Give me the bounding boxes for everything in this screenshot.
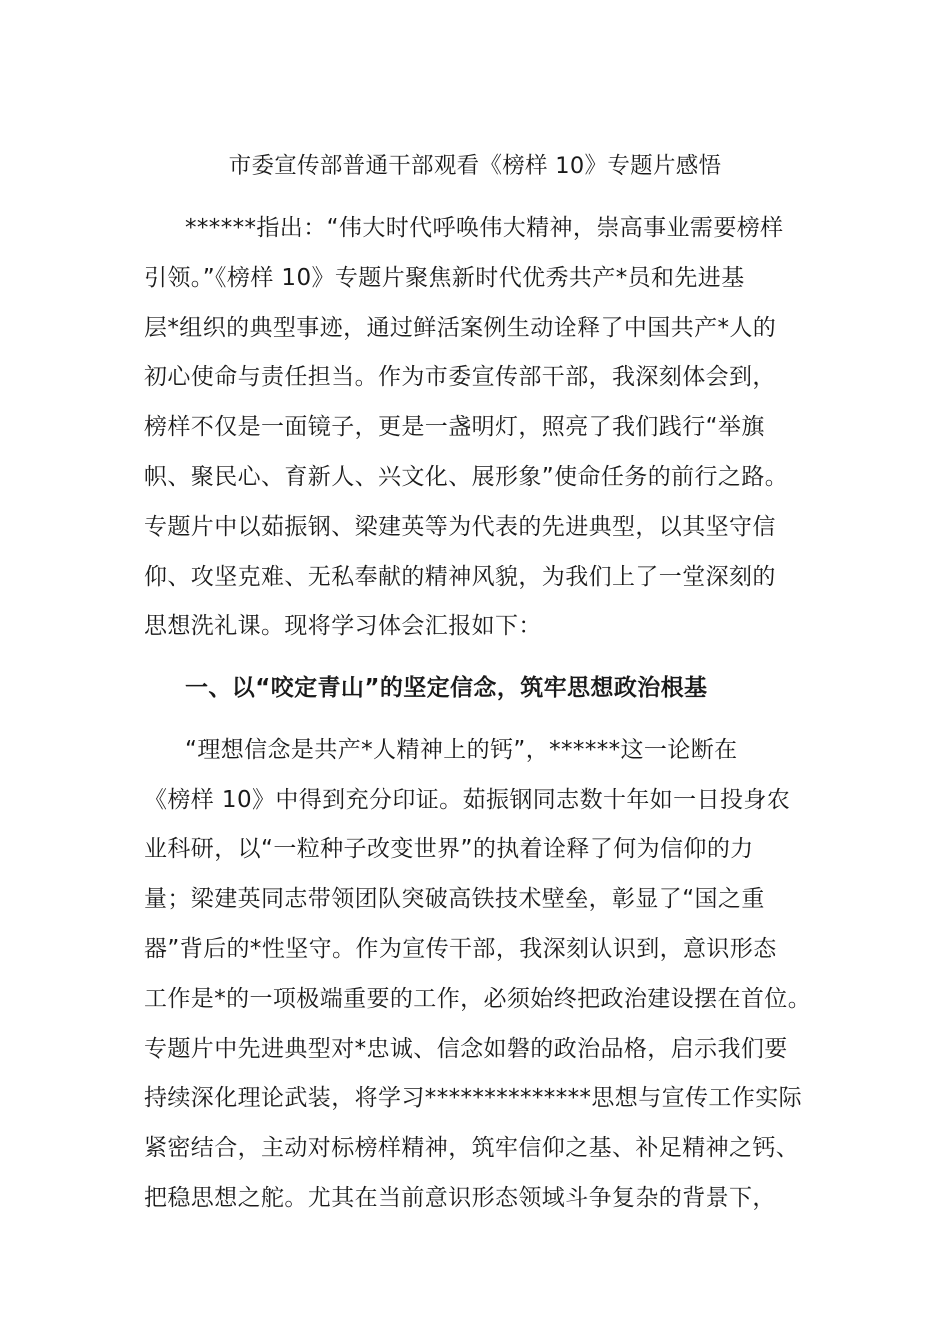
paragraph-line: 紧密结合，主动对标榜样精神，筑牢信仰之基、补足精神之钙、 — [144, 1135, 800, 1161]
paragraph-line: 把稳思想之舵。尤其在当前意识形态领域斗争复杂的背景下， — [144, 1185, 776, 1211]
paragraph-line: 榜样不仅是一面镜子，更是一盏明灯，照亮了我们践行“举旗 — [144, 414, 765, 440]
section-heading: 一、以“咬定青山”的坚定信念，筑牢思想政治根基 — [185, 675, 708, 701]
paragraph-line: 器”背后的*性坚守。作为宣传干部，我深刻认识到，意识形态 — [144, 936, 777, 962]
paragraph-line: 引领。”《榜样 10》专题片聚焦新时代优秀共产*员和先进基 — [144, 265, 745, 291]
paragraph-line: 专题片中先进典型对*忠诚、信念如磐的政治品格，启示我们要 — [144, 1036, 788, 1062]
paragraph-line: 仰、攻坚克难、无私奉献的精神风貌，为我们上了一堂深刻的 — [144, 564, 776, 590]
paragraph-line: 帜、聚民心、育新人、兴文化、展形象”使命任务的前行之路。 — [144, 464, 789, 490]
paragraph-line: 层*组织的典型事迹，通过鲜活案例生动诠释了中国共产*人的 — [144, 315, 777, 341]
paragraph-line: ******指出：“伟大时代呼唤伟大精神，崇高事业需要榜样 — [185, 215, 784, 241]
paragraph-line: 工作是*的一项极端重要的工作，必须始终把政治建设摆在首位。 — [144, 986, 812, 1012]
paragraph-line: 量；梁建英同志带领团队突破高铁技术壁垒，彰显了“国之重 — [144, 886, 765, 912]
paragraph-line: 专题片中以茹振钢、梁建英等为代表的先进典型，以其坚守信 — [144, 514, 776, 540]
paragraph-line: 业科研，以“一粒种子改变世界”的执着诠释了何为信仰的力 — [144, 836, 754, 862]
paragraph-line: 持续深化理论武装，将学习**************思想与宣传工作实际 — [144, 1085, 802, 1111]
paragraph-line: 思想洗礼课。现将学习体会汇报如下： — [144, 613, 542, 639]
paragraph-line: 初心使命与责任担当。作为市委宣传部干部，我深刻体会到， — [144, 364, 776, 390]
paragraph-line: “理想信念是共产*人精神上的钙”，******这一论断在 — [185, 737, 738, 763]
paragraph-line: 《榜样 10》中得到充分印证。茹振钢同志数十年如一日投身农 — [144, 787, 791, 813]
document-title: 市委宣传部普通干部观看《榜样 10》专题片感悟 — [228, 153, 722, 179]
